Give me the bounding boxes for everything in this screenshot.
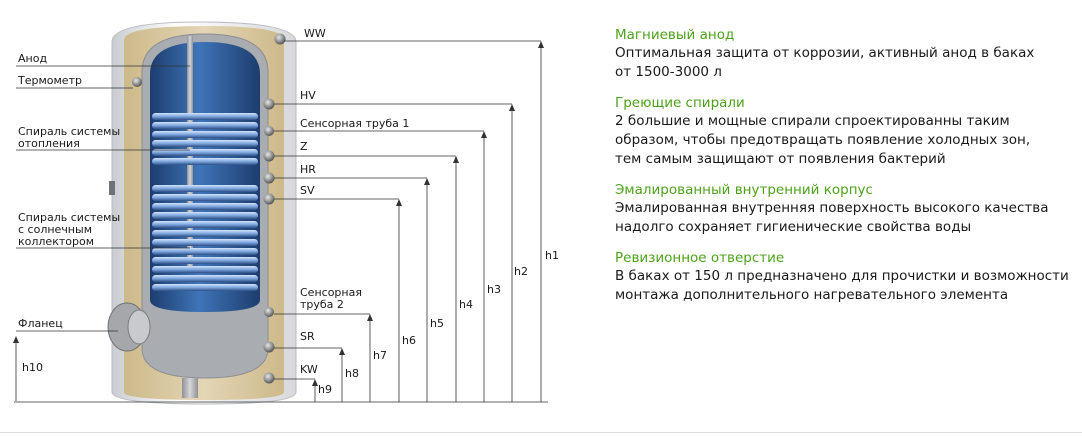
- feature-desc-line: 2 большие и мощные спирали спроектированны таким: [615, 113, 1010, 129]
- feature-title: Греющие спирали: [615, 95, 745, 111]
- feature-title: Ревизионное отверстие: [615, 250, 785, 266]
- dim-h8: h8: [345, 367, 359, 380]
- port-sensor2-label-2: труба 2: [300, 298, 344, 311]
- feature-list: [615, 27, 1075, 318]
- label-heating-coil-1: Спираль системы: [18, 125, 121, 138]
- dim-h1: h1: [545, 249, 559, 262]
- side-socket: [109, 181, 115, 195]
- feature-desc-line: В баках от 150 л предназначено для прочистки и возможности: [615, 268, 1069, 284]
- label-solar-coil-3: коллектором: [18, 235, 94, 248]
- dim-h3: h3: [487, 283, 501, 296]
- feature-desc-line: тем самым защищают от появления бактерий: [615, 151, 946, 167]
- feature-desc-line: от 1500-3000 л: [615, 64, 722, 80]
- feature-desc-line: надолго сохраняет гигиенические свойства воды: [615, 219, 972, 235]
- label-h10: h10: [22, 361, 43, 374]
- feature-desc-line: Эмалированная внутренняя поверхность высокого качества: [615, 200, 1049, 216]
- feature-magnesium-anode: [615, 27, 1075, 82]
- port-hr-label: HR: [300, 163, 316, 176]
- feature-desc-line: монтажа дополнительного нагревательного элемента: [615, 287, 1009, 303]
- dimension-arrows: [312, 41, 544, 386]
- label-heating-coil-2: отопления: [18, 137, 80, 150]
- port-sensor2-label-1: Сенсорная: [300, 286, 362, 299]
- dim-h6: h6: [402, 334, 416, 347]
- label-solar-coil-1: Спираль системы: [18, 211, 121, 224]
- dim-h5: h5: [430, 317, 444, 330]
- bottom-divider: [0, 432, 1082, 433]
- port-hv-label: HV: [300, 89, 316, 102]
- feature-inspection-opening: [615, 250, 1075, 305]
- port-sr-label: SR: [300, 330, 315, 343]
- flange-boss: [128, 310, 150, 344]
- label-anode: Анод: [18, 52, 48, 65]
- dim-h2: h2: [514, 265, 528, 278]
- port-ww-label: WW: [304, 27, 326, 40]
- label-thermometer: Термометр: [18, 74, 82, 87]
- feature-desc-line: образом, чтобы предотвращать появление холодных зон,: [615, 132, 1031, 148]
- port-kw-label: KW: [300, 363, 318, 376]
- feature-title: Магниевый анод: [615, 27, 735, 43]
- drain-pipe: [182, 378, 198, 398]
- port-sv-label: SV: [300, 184, 315, 197]
- dim-h7: h7: [373, 349, 387, 362]
- dim-h4: h4: [459, 298, 473, 311]
- port-z-label: Z: [300, 140, 308, 153]
- dim-h9: h9: [318, 383, 332, 396]
- feature-desc-line: Оптимальная защита от коррозии, активный анод в баках: [615, 45, 1035, 61]
- dimension-lines: [315, 46, 541, 402]
- feature-enamel-lining: [615, 182, 1075, 237]
- thermometer-knob: [132, 77, 142, 87]
- label-solar-coil-2: с солнечным: [18, 223, 92, 236]
- h10-arrow: [13, 336, 19, 343]
- feature-title: Эмалированный внутренний корпус: [615, 182, 873, 198]
- feature-heating-coils: [615, 95, 1075, 169]
- label-flange: Фланец: [18, 317, 63, 330]
- port-sensor1-label: Сенсорная труба 1: [300, 117, 410, 130]
